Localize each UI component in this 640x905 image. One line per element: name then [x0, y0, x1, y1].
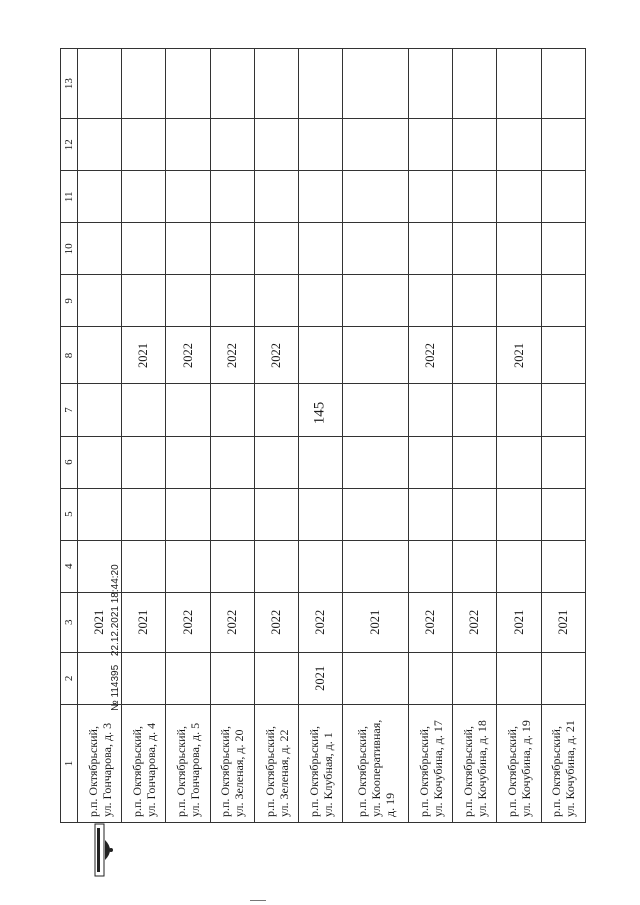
empty-cell [122, 49, 166, 119]
empty-cell [453, 223, 497, 275]
empty-cell [299, 488, 343, 540]
address-line: р.п. Октябрьский, [174, 726, 189, 817]
year-cell-col2 [453, 652, 497, 704]
empty-cell [409, 223, 453, 275]
empty-cell [166, 436, 210, 488]
year-cell-col3: 2021 [497, 592, 541, 652]
year-cell-col8: 2022 [409, 327, 453, 384]
address-cell [122, 704, 166, 822]
empty-cell [166, 384, 210, 436]
empty-cell [497, 384, 541, 436]
year-cell-col8 [299, 327, 343, 384]
table-row [210, 49, 254, 823]
address-line: р.п. Октябрьский, [262, 726, 277, 817]
table-row [541, 49, 585, 823]
empty-cell [166, 223, 210, 275]
year-cell-col8: 2022 [166, 327, 210, 384]
empty-cell [210, 119, 254, 171]
year-cell-col3: 2022 [254, 592, 298, 652]
empty-cell [453, 384, 497, 436]
empty-cell [497, 488, 541, 540]
address-line: ул. Гончарова, д. 5 [188, 722, 203, 817]
empty-cell [78, 436, 122, 488]
empty-cell [343, 540, 409, 592]
document-stamp-icon [93, 820, 117, 880]
year-cell-col3: 2021 [541, 592, 585, 652]
year-cell-col3: 2022 [409, 592, 453, 652]
address-line: ул. Зеленая, д. 22 [276, 729, 291, 817]
empty-cell [299, 49, 343, 119]
empty-cell [409, 275, 453, 327]
address-line: ул. Кооперативная, д. 19 [368, 719, 397, 817]
year-cell-col3: 2022 [299, 592, 343, 652]
empty-cell [166, 119, 210, 171]
empty-cell [210, 488, 254, 540]
empty-cell [541, 540, 585, 592]
address-line: р.п. Октябрьский, [505, 726, 520, 817]
address-line: р.п. Октябрьский, [218, 726, 233, 817]
empty-cell [541, 436, 585, 488]
empty-cell [497, 436, 541, 488]
year-cell-col8 [78, 327, 122, 384]
empty-cell [409, 171, 453, 223]
year-cell-col2 [254, 652, 298, 704]
address-cell [497, 704, 541, 822]
empty-cell [210, 223, 254, 275]
page-number: 145 [311, 401, 328, 425]
address-line: ул. Гончарова, д. 3 [99, 722, 114, 817]
year-cell-col2 [541, 652, 585, 704]
column-header-8: 8 [61, 327, 78, 384]
address-line: р.п. Октябрьский, [85, 726, 100, 817]
program-table-container [60, 48, 586, 823]
table-row [122, 49, 166, 823]
empty-cell [541, 275, 585, 327]
address-line: ул. Гончарова, д. 4 [143, 722, 158, 817]
year-cell-col2: 2021 [299, 652, 343, 704]
column-header-6: 6 [61, 436, 78, 488]
empty-cell [210, 384, 254, 436]
address-line: р.п. Октябрьский, [306, 726, 321, 817]
year-cell-col8: 2021 [122, 327, 166, 384]
year-cell-col3: 2021 [122, 592, 166, 652]
stamp-datetime: 22.12.2021 18:44:20 [110, 564, 121, 657]
empty-cell [254, 49, 298, 119]
address-line: р.п. Октябрьский, [549, 726, 564, 817]
empty-cell [453, 171, 497, 223]
empty-cell [541, 119, 585, 171]
empty-cell [166, 275, 210, 327]
empty-cell [453, 119, 497, 171]
program-table [60, 48, 586, 823]
empty-cell [78, 49, 122, 119]
empty-cell [122, 540, 166, 592]
empty-cell [343, 171, 409, 223]
column-header-4: 4 [61, 540, 78, 592]
table-row [166, 49, 210, 823]
address-cell [541, 704, 585, 822]
empty-cell [409, 540, 453, 592]
empty-cell [409, 49, 453, 119]
year-cell-col3: 2022 [453, 592, 497, 652]
address-line: ул. Клубная, д. 1 [320, 732, 335, 817]
address-cell [409, 704, 453, 822]
address-line: р.п. Октябрьский, [354, 726, 369, 817]
empty-cell [210, 540, 254, 592]
year-cell-col8 [453, 327, 497, 384]
year-cell-col2 [343, 652, 409, 704]
address-line: р.п. Октябрьский, [129, 726, 144, 817]
empty-cell [254, 384, 298, 436]
year-cell-col2 [497, 652, 541, 704]
empty-cell [409, 436, 453, 488]
year-cell-col8: 2021 [497, 327, 541, 384]
year-cell-col3: 2022 [210, 592, 254, 652]
page-mark [250, 900, 266, 901]
address-line: р.п. Октябрьский, [416, 726, 431, 817]
column-header-9: 9 [61, 275, 78, 327]
empty-cell [78, 384, 122, 436]
address-cell [453, 704, 497, 822]
year-cell-col2 [166, 652, 210, 704]
table-row [343, 49, 409, 823]
empty-cell [541, 384, 585, 436]
empty-cell [453, 540, 497, 592]
year-cell-col2 [409, 652, 453, 704]
year-cell-col8 [343, 327, 409, 384]
empty-cell [210, 436, 254, 488]
empty-cell [453, 275, 497, 327]
empty-cell [299, 223, 343, 275]
column-header-2: 2 [61, 652, 78, 704]
empty-cell [343, 436, 409, 488]
empty-cell [299, 119, 343, 171]
empty-cell [343, 384, 409, 436]
empty-cell [343, 488, 409, 540]
address-cell [166, 704, 210, 822]
empty-cell [409, 384, 453, 436]
address-cell [299, 704, 343, 822]
empty-cell [497, 49, 541, 119]
column-header-7: 7 [61, 384, 78, 436]
empty-cell [541, 223, 585, 275]
column-header-3: 3 [61, 592, 78, 652]
empty-cell [453, 49, 497, 119]
empty-cell [166, 171, 210, 223]
empty-cell [541, 488, 585, 540]
table-row [453, 49, 497, 823]
empty-cell [497, 119, 541, 171]
year-cell-col2 [122, 652, 166, 704]
address-line: ул. Кочубина, д. 18 [474, 720, 489, 817]
empty-cell [254, 223, 298, 275]
address-line: ул. Кочубина, д. 19 [519, 720, 534, 817]
empty-cell [166, 488, 210, 540]
empty-cell [343, 275, 409, 327]
empty-cell [210, 49, 254, 119]
year-cell-col2 [210, 652, 254, 704]
empty-cell [254, 119, 298, 171]
column-header-11: 11 [61, 171, 78, 223]
header-row [61, 49, 78, 823]
address-cell [343, 704, 409, 822]
address-cell [78, 704, 122, 822]
empty-cell [343, 49, 409, 119]
address-line: ул. Зеленая, д. 20 [232, 729, 247, 817]
empty-cell [254, 436, 298, 488]
address-line: ул. Кочубина, д. 17 [430, 720, 445, 817]
empty-cell [122, 488, 166, 540]
empty-cell [299, 436, 343, 488]
table-row [409, 49, 453, 823]
table-row [254, 49, 298, 823]
empty-cell [343, 119, 409, 171]
year-cell-col3: 2021 [78, 592, 122, 652]
empty-cell [210, 275, 254, 327]
empty-cell [122, 171, 166, 223]
year-cell-col8 [541, 327, 585, 384]
empty-cell [122, 436, 166, 488]
empty-cell [78, 223, 122, 275]
empty-cell [122, 384, 166, 436]
year-cell-col8: 2022 [254, 327, 298, 384]
empty-cell [497, 275, 541, 327]
empty-cell [541, 49, 585, 119]
empty-cell [409, 119, 453, 171]
year-cell-col8: 2022 [210, 327, 254, 384]
empty-cell [497, 223, 541, 275]
empty-cell [254, 540, 298, 592]
empty-cell [122, 119, 166, 171]
table-row [299, 49, 343, 823]
empty-cell [166, 540, 210, 592]
empty-cell [78, 275, 122, 327]
empty-cell [453, 436, 497, 488]
empty-cell [299, 540, 343, 592]
column-header-12: 12 [61, 119, 78, 171]
empty-cell [299, 171, 343, 223]
year-cell-col3: 2021 [343, 592, 409, 652]
empty-cell [299, 384, 343, 436]
address-line: ул. Кочубина, д. 21 [563, 720, 578, 817]
column-header-1: 1 [61, 704, 78, 822]
stamp-number: № 114395 [110, 664, 121, 711]
empty-cell [254, 275, 298, 327]
column-header-5: 5 [61, 488, 78, 540]
empty-cell [254, 488, 298, 540]
empty-cell [541, 171, 585, 223]
empty-cell [343, 223, 409, 275]
empty-cell [78, 119, 122, 171]
year-cell-col3: 2022 [166, 592, 210, 652]
empty-cell [122, 275, 166, 327]
empty-cell [210, 171, 254, 223]
empty-cell [78, 171, 122, 223]
column-header-13: 13 [61, 49, 78, 119]
empty-cell [254, 171, 298, 223]
empty-cell [122, 223, 166, 275]
empty-cell [299, 275, 343, 327]
empty-cell [409, 488, 453, 540]
empty-cell [497, 171, 541, 223]
address-line: р.п. Октябрьский, [460, 726, 475, 817]
address-cell [210, 704, 254, 822]
empty-cell [166, 49, 210, 119]
empty-cell [497, 540, 541, 592]
empty-cell [453, 488, 497, 540]
table-row [497, 49, 541, 823]
address-cell [254, 704, 298, 822]
column-header-10: 10 [61, 223, 78, 275]
registration-stamp-text [110, 511, 121, 711]
